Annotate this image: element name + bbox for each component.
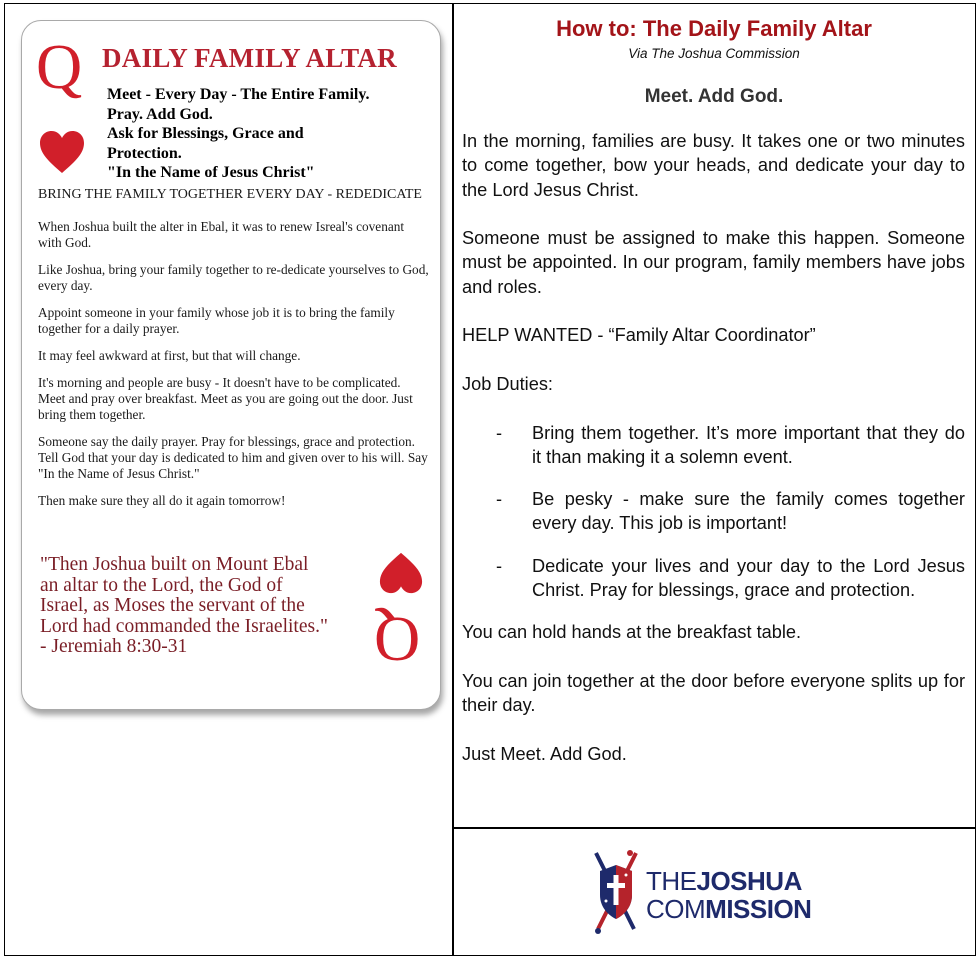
paragraph: HELP WANTED - “Family Altar Coordinator” [462, 325, 816, 346]
card-paragraph: It may feel awkward at first, but that will change. [38, 348, 301, 363]
card-paragraph: Appoint someone in your family whose job it is to bring the family together for a daily prayer. [38, 305, 395, 336]
card-lead-line: Pray. Add God. [107, 105, 213, 123]
card-quote-line: Lord had commanded the Israelites." [40, 615, 328, 637]
card-paragraph: Then make sure they all do it again tomorrow! [38, 493, 286, 508]
list-item [462, 487, 965, 536]
dash-bullet: - [496, 489, 503, 510]
logo-word-mission: MISSION [705, 894, 812, 924]
list-item [462, 421, 965, 470]
logo-word-the: THE [646, 866, 697, 896]
section-heading: Meet. Add God. [644, 86, 784, 107]
column-divider [452, 3, 454, 956]
card-title: DAILY FAMILY ALTAR [102, 43, 397, 73]
dash-bullet: - [496, 555, 503, 576]
card-paragraph: When Joshua built the alter in Ebal, it was to renew Isreal's covenant with God. [38, 219, 405, 250]
paragraph: Someone must be assigned to make this happen. Someone must be appointed. In our program, family members have jobs and roles. [462, 228, 965, 297]
page-subtitle: Via The Joshua Commission [628, 46, 800, 61]
list-item [462, 554, 965, 603]
logo-word-joshua: JOSHUA [696, 866, 802, 896]
heart-icon [378, 549, 424, 595]
paragraph: Job Duties: [462, 373, 553, 394]
card-body [38, 187, 430, 520]
card-paragraph: Someone say the daily prayer. Pray for blessings, grace and protection. Tell God that your day is dedicated to him and given over to his will. Say "In the Name of Jesus Christ." [38, 434, 428, 481]
paragraph: You can join together at the door before everyone splits up for their day. [462, 670, 965, 716]
card-corner-letter-top: Q [36, 31, 83, 102]
logo-word-com: COM [646, 894, 706, 924]
job-duties-list [462, 421, 965, 603]
joshua-commission-logo [590, 845, 850, 937]
page-title: How to: The Daily Family Altar [556, 16, 872, 41]
card-quote-reference: - Jeremiah 8:30-31 [40, 636, 188, 657]
article-body [462, 129, 965, 790]
list-item-text: Be pesky - make sure the family comes together every day. This job is important! [532, 489, 965, 534]
heart-icon [38, 129, 86, 177]
altar-card [21, 20, 441, 710]
card-quote [40, 555, 380, 637]
shield-swords-icon [590, 845, 642, 937]
logo-wordmark [646, 867, 811, 923]
dash-bullet: - [496, 422, 503, 443]
card-quote-line: Israel, as Moses the servant of the [40, 595, 305, 616]
card-corner-letter-bottom: Q [374, 604, 421, 675]
card-quote-line: "Then Joshua built on Mount Ebal [40, 554, 309, 575]
card-lead-line: Meet - Every Day - The Entire Family. [107, 86, 370, 103]
logo-divider [452, 827, 976, 829]
card-paragraph: Like Joshua, bring your family together to re-dedicate yourselves to God, every day. [38, 262, 429, 293]
card-lead-line: "In the Name of Jesus Christ" [107, 164, 315, 181]
paragraph: In the morning, families are busy. It takes one or two minutes to come together, bow your heads, and dedicate your day to the Lord Jesus Christ. [462, 131, 965, 200]
card-lead-line: Ask for Blessings, Grace and [107, 125, 304, 142]
card-lead [107, 85, 437, 183]
paragraph: You can hold hands at the breakfast table. [462, 622, 802, 643]
list-item-text: Dedicate your lives and your day to the Lord Jesus Christ. Pray for blessings, grace and protection. [532, 555, 965, 601]
card-subhead: BRING THE FAMILY TOGETHER EVERY DAY - REDEDICATE [38, 187, 422, 202]
list-item-text: Bring them together. It’s more important that they do it than making it a solemn event. [532, 422, 965, 467]
paragraph: Just Meet. Add God. [462, 743, 627, 764]
card-quote-line: an altar to the Lord, the God of [40, 574, 283, 596]
card-paragraph: It's morning and people are busy - It doesn't have to be complicated. Meet and pray over breakfast. Meet as you are going out the door. Just bring them together. [38, 375, 413, 422]
card-lead-line: Protection. [107, 144, 182, 162]
